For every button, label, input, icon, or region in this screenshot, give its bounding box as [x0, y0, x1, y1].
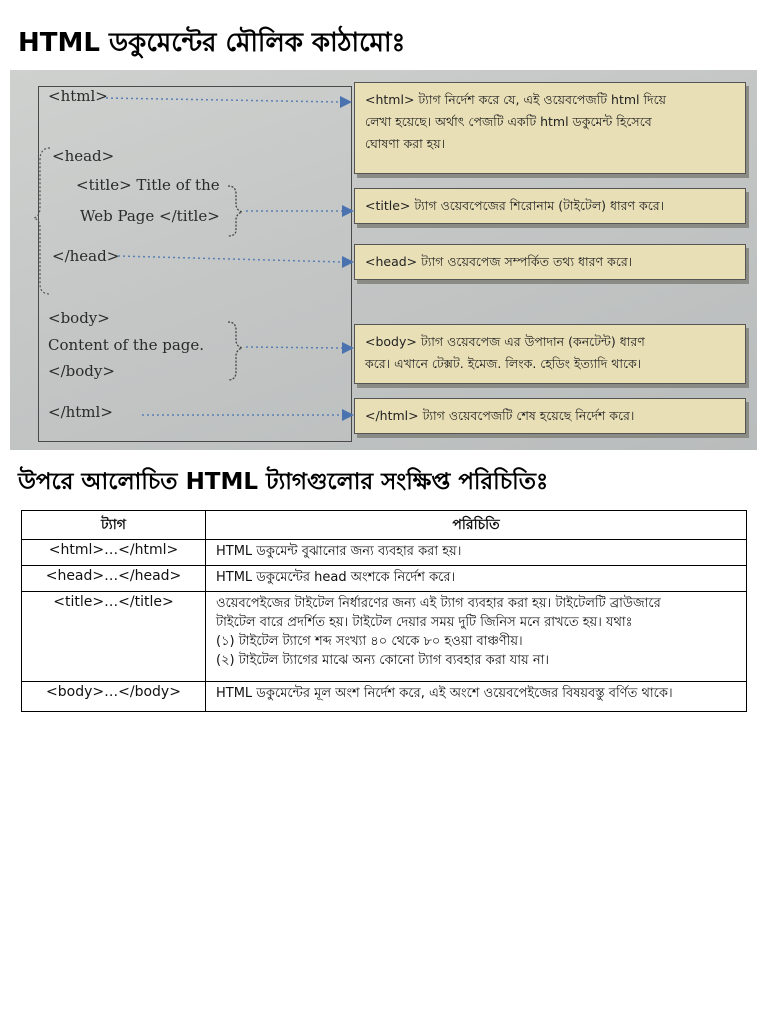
note-head: <head> ট্যাগ ওয়েবপেজ সম্পর্কিত তথ্য ধারণ করে। — [354, 244, 746, 280]
tag-cell: <body>…</body> — [22, 682, 206, 712]
tag-summary-table — [21, 510, 747, 712]
note-title: <title> ট্যাগ ওয়েবপেজের শিরোনাম (টাইটেল) ধারণ করে। — [354, 188, 746, 224]
code-line-title-2: Web Page </title> — [80, 207, 220, 225]
description-cell: ওয়েবপেইজের টাইটেল নির্ধারণের জন্য এই ট্যাগ ব্যবহার করা হয়। টাইটেলটি ব্রাউজারে টাইটেল বারে প্রদর্শিত হয়। টাইটেল দেয়ার সময় দুটি জিনিস মনে রাখতে হয়। যথাঃ (১) টাইটেল ট্যাগে শব্দ সংখ্যা ৪০ থেকে ৮০ হওয়া বাঞ্চণীয়। (২) টাইটেল ট্যাগের মাঝে অন্য কোনো ট্যাগ ব্যবহার করা যায় না। — [206, 592, 747, 682]
table-row — [22, 566, 747, 592]
html-arrow-line — [106, 98, 340, 102]
code-line-html-open: <html> — [48, 87, 108, 105]
table-row — [22, 540, 747, 566]
code-structure-photo — [10, 70, 757, 450]
code-line-title-1: <title> Title of the — [76, 176, 220, 194]
code-line-head-open: <head> — [52, 147, 115, 165]
arrowhead — [342, 205, 354, 217]
body-arrow-line — [246, 347, 342, 348]
title-brace — [228, 186, 242, 236]
column-header-description: পরিচিতি — [206, 511, 747, 540]
description-cell: HTML ডকুমেন্টের মূল অংশ নির্দেশ করে, এই অংশে ওয়েবপেইজের বিষয়বস্তু বর্ণিত থাকে। — [206, 682, 747, 712]
note-html-close: </html> ট্যাগ ওয়েবপেজটি শেষ হয়েছে নির্দেশ করে। — [354, 398, 746, 434]
tag-cell: <head>…</head> — [22, 566, 206, 592]
arrowhead — [342, 342, 354, 354]
head-arrow-line — [118, 256, 342, 262]
code-line-body-close: </body> — [48, 362, 115, 380]
body-brace — [228, 322, 242, 380]
code-line-body-content: Content of the page. — [48, 336, 205, 354]
head-brace — [34, 148, 50, 294]
tag-cell: <title>…</title> — [22, 592, 206, 682]
section-heading: উপরে আলোচিত HTML ট্যাগগুলোর সংক্ষিপ্ত পরিচিতিঃ — [18, 469, 549, 495]
code-line-html-close: </html> — [48, 403, 113, 421]
table-header-row — [22, 511, 747, 540]
code-line-head-close: </head> — [52, 247, 120, 265]
table-row — [22, 592, 747, 682]
description-cell: HTML ডকুমেন্ট বুঝানোর জন্য ব্যবহার করা হয়। — [206, 540, 747, 566]
note-html: <html> ট্যাগ নির্দেশ করে যে, এই ওয়েবপেজটি html দিয়ে লেখা হয়েছে। অর্থাৎ পেজটি একটি html ডকুমেন্ট হিসেবে ঘোষণা করা হয়। — [354, 82, 746, 174]
arrowhead — [342, 256, 354, 268]
code-line-body-open: <body> — [48, 309, 110, 327]
arrowhead — [342, 409, 354, 421]
column-header-tag: ট্যাগ — [22, 511, 206, 540]
page-title: HTML ডকুমেন্টের মৌলিক কাঠামোঃ — [18, 28, 406, 58]
tag-cell: <html>…</html> — [22, 540, 206, 566]
description-cell: HTML ডকুমেন্টের head অংশকে নির্দেশ করে। — [206, 566, 747, 592]
note-body: <body> ট্যাগ ওয়েবপেজ এর উপাদান (কনটেন্ট) ধারণ করে। এখানে টেক্সট. ইমেজ. লিংক. হেডিং ইত্যাদি থাকে। — [354, 324, 746, 384]
table-row — [22, 682, 747, 712]
arrowhead — [340, 96, 352, 108]
